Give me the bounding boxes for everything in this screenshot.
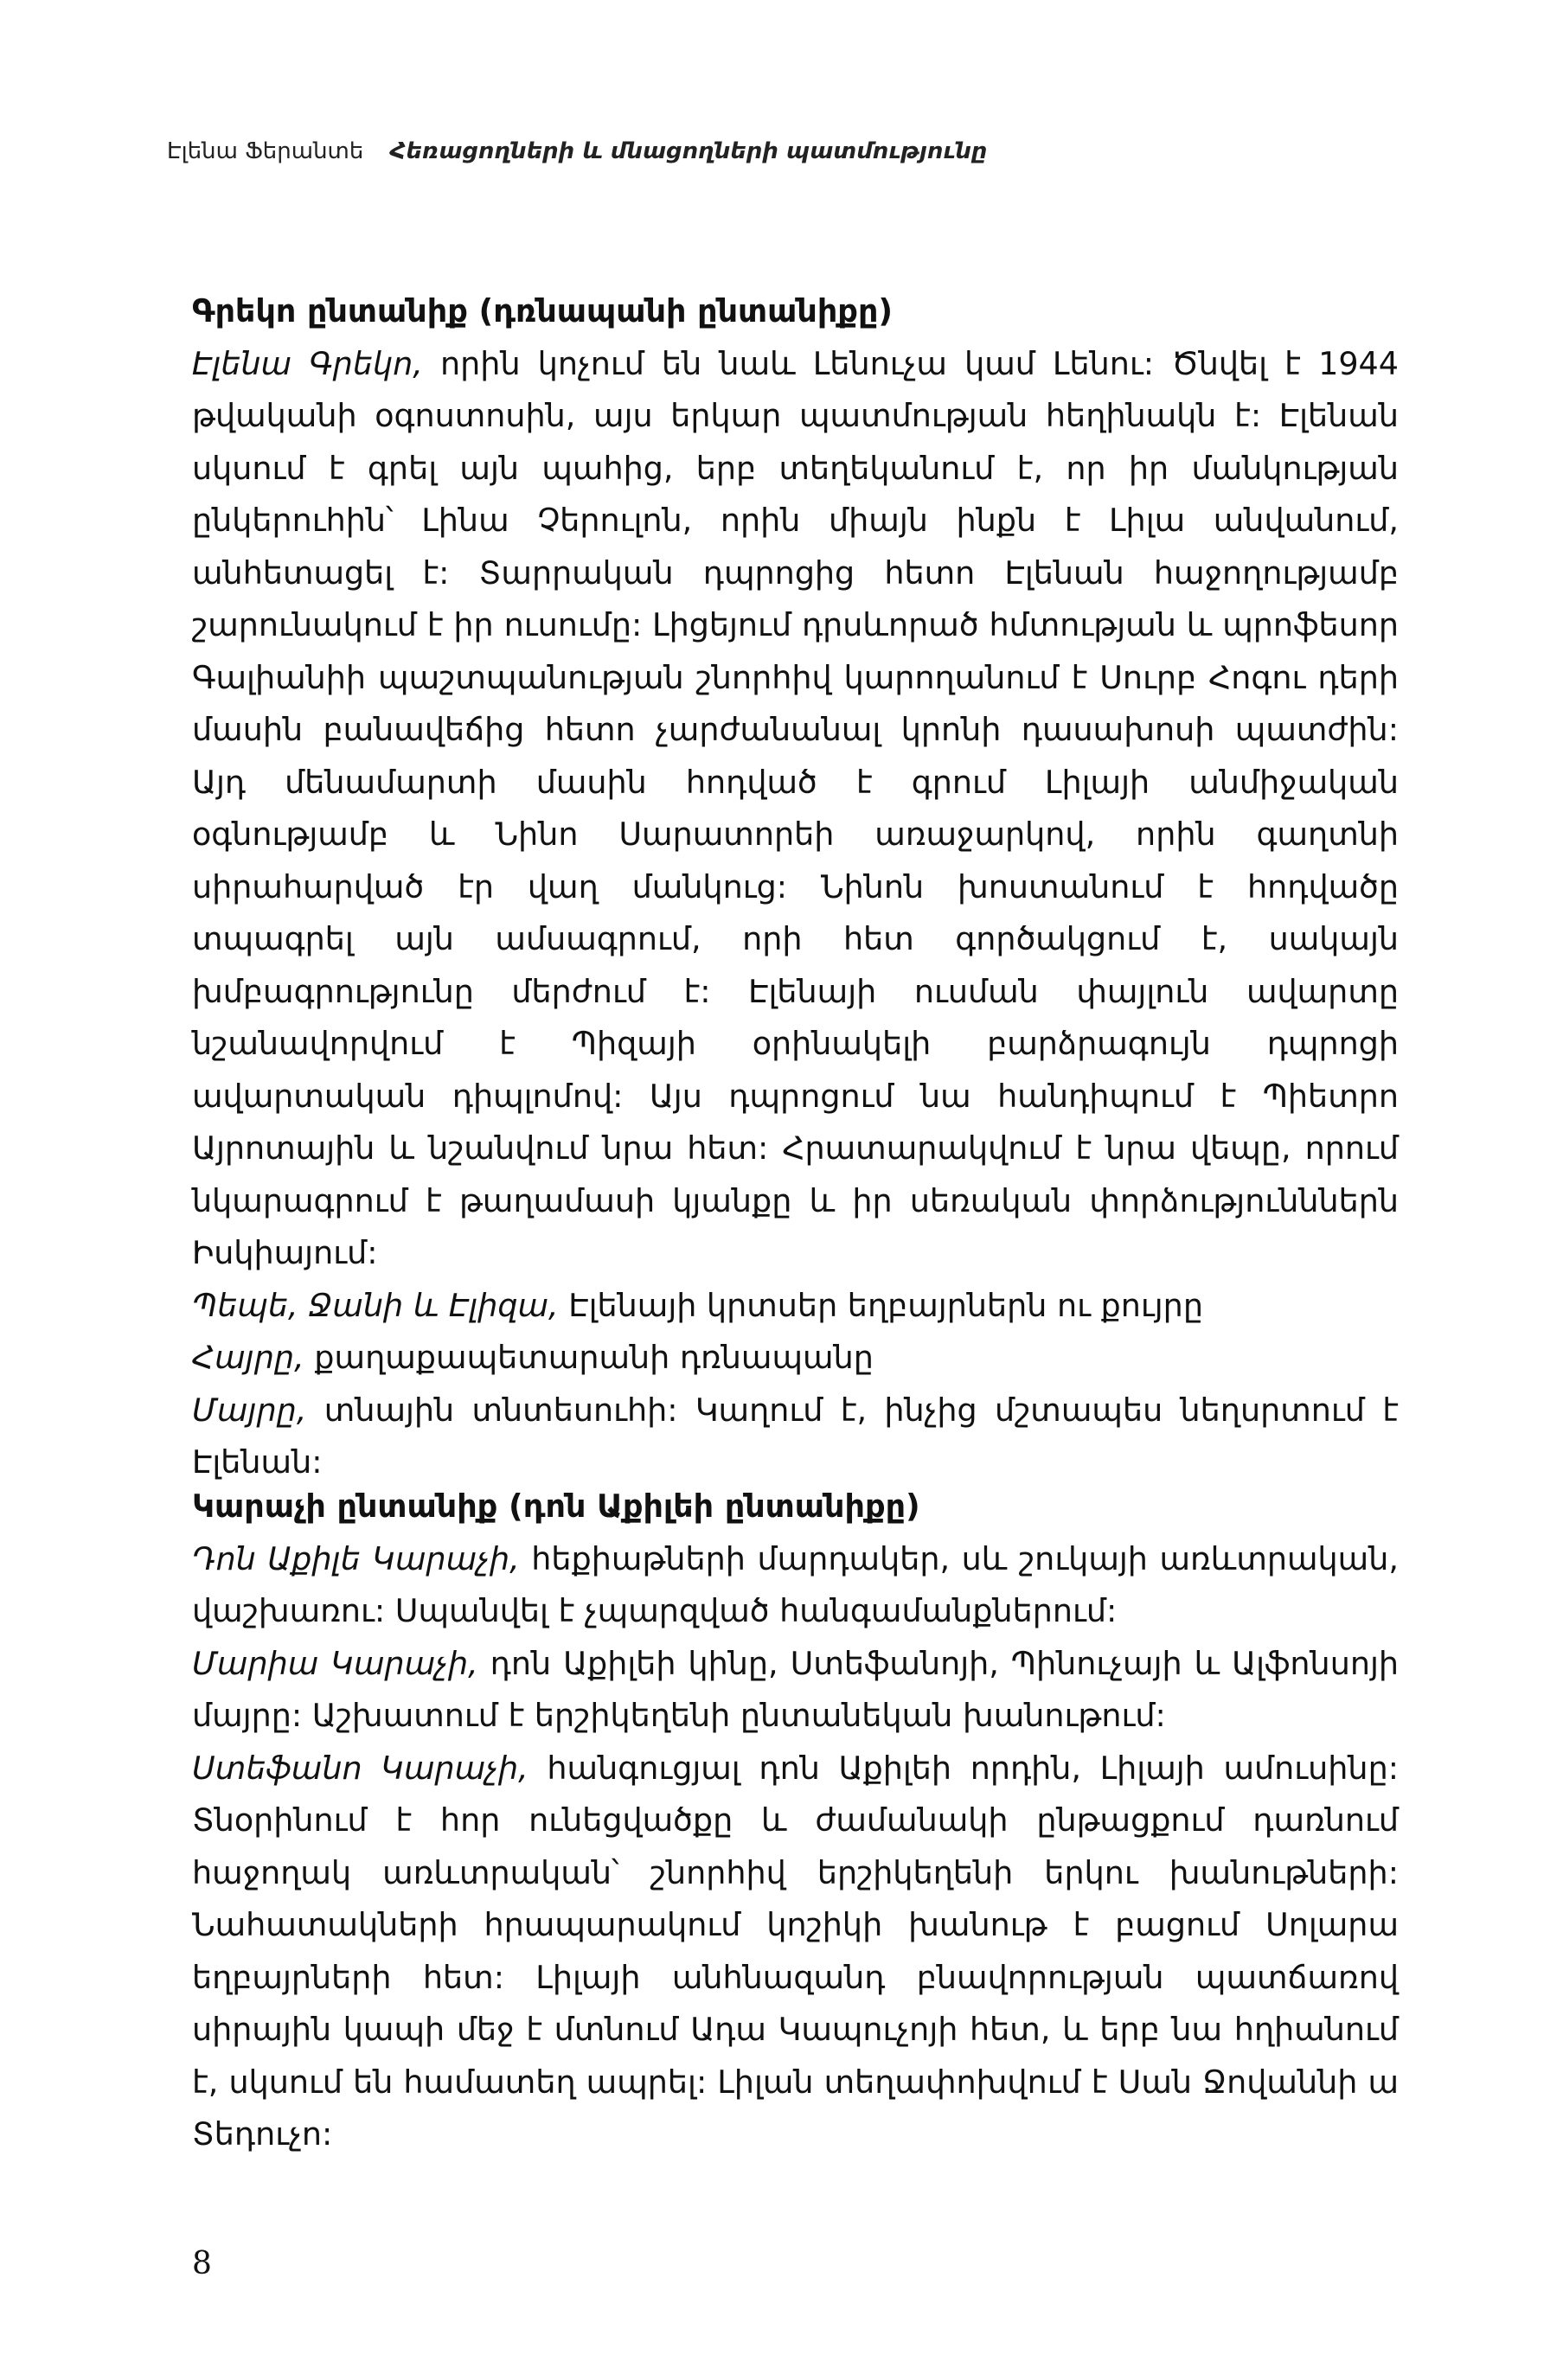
character-entry	[192, 1385, 1399, 1489]
character-name: Էլենա Գրեկո,	[192, 344, 423, 382]
header-title: Հեռացողների և մնացողների պատմությունը	[389, 138, 988, 164]
character-name: Մարիա Կարաչի,	[192, 1644, 478, 1682]
character-name: Պեպե, Ջանի և Էլիզա,	[192, 1286, 559, 1324]
character-entry	[192, 1743, 1399, 2161]
page-number: 8	[192, 2246, 212, 2281]
character-description: հեքիաթների մարդակեր, սև շուկայի առևտրական, վաշխառու: Սպանվել է չպարզված հանգամանքներում:	[192, 1539, 1399, 1629]
character-description: տնային տնտեսուհի: Կաղում է, ինչից մշտապես նեղսրտում է Էլենան:	[192, 1391, 1399, 1481]
character-entry	[192, 1533, 1399, 1638]
character-description: քաղաքապետարանի դռնապանը	[304, 1339, 874, 1376]
character-entry	[192, 1332, 1399, 1385]
header-author: Էլենա Ֆերանտե	[167, 138, 364, 164]
character-name: Մայրը,	[192, 1391, 307, 1429]
running-header	[167, 138, 987, 164]
character-entry	[192, 338, 1399, 1280]
section-greco-family	[192, 285, 1399, 1489]
character-name: Դոն Աքիլե Կարաչի,	[192, 1539, 520, 1577]
character-name: Ստեֆանո Կարաչի,	[192, 1749, 528, 1787]
character-description: Էլենայի կրտսեր եղբայրներն ու քույրը	[558, 1286, 1203, 1324]
character-description: որին կոչում են նաև Լենուչա կամ Լենու: Ծնվել է 1944 թվականի օգոստոսին, այս երկար պատմության հեղինակն է: Էլենան սկսում է գրել այն պահից, երբ տեղեկանում է, որ իր մանկության ընկերուհին՝ Լինա Չերուլոն, որին միայն ինքն է Լիլա անվանում, անհետացել է: Տարրական դպրոցից հետո Էլենան հաջողությամբ շարունակում է իր ուսումը: Լիցեյում դրսևորած հմտության և պրոֆեսոր Գալիանիի պաշտպանության շնորհիվ կարողանում է Սուրբ Հոգու դերի մասին բանավեճից հետո չարժանանալ կրոնի դասախոսի պատժին: Այդ մենամարտի մասին հոդված է գրում Լիլայի անմիջական օգնությամբ և Նինո Սարատորեի առաջարկով, որին գաղտնի սիրահարված էր վաղ մանկուց: Նինոն խոստանում է հոդվածը տպագրել այն ամսագրում, որի հետ գործակցում է, սակայն խմբագրությունը մերժում է: Էլենայի ուսման փայլուն ավարտը նշանավորվում է Պիզայի օրինակելի բարձրագույն դպրոցի ավարտական դիպլոմով: Այս դպրոցում նա հանդիպում է Պիետրո Այրոտային և նշանվում նրա հետ: Հրատարակվում է նրա վեպը, որում նկարագրում է թաղամասի կյանքը և իր սեռական փորձությունններն Իսկիայում:	[192, 344, 1400, 1271]
section-heading: Կարաչի ընտանիք (դոն Աքիլեի ընտանիքը)	[192, 1488, 920, 1525]
character-description: հանգուցյալ դոն Աքիլեի որդին, Լիլայի ամուսինը: Տնօրինում է հոր ունեցվածքը և ժամանակի ընթացքում դառնում հաջողակ առևտրական՝ շնորհիվ երշիկեղենի երկու խանութների: Նահատակների հրապարակում կոշիկի խանութ է բացում Սոլարա եղբայրների հետ: Լիլայի անհնազանդ բնավորության պատճառով սիրային կապի մեջ է մտնում Ադա Կապուչոյի հետ, և երբ նա հղիանում է, սկսում են համատեղ ապրել: Լիլան տեղափոխվում է Սան Ջովաննի ա Տեդուչո:	[192, 1749, 1399, 2153]
character-description: դոն Աքիլեի կինը, Ստեֆանոյի, Պինուչայի և Ալֆոնսոյի մայրը: Աշխատում է երշիկեղենի ընտանեկան խանութում:	[192, 1644, 1400, 1734]
character-name: Հայրը,	[192, 1339, 304, 1376]
section-carracci-family	[192, 1481, 1399, 2161]
character-entry	[192, 1638, 1399, 1743]
character-entry	[192, 1280, 1399, 1333]
section-heading: Գրեկո ընտանիք (դռնապանի ընտանիքը)	[192, 292, 894, 329]
